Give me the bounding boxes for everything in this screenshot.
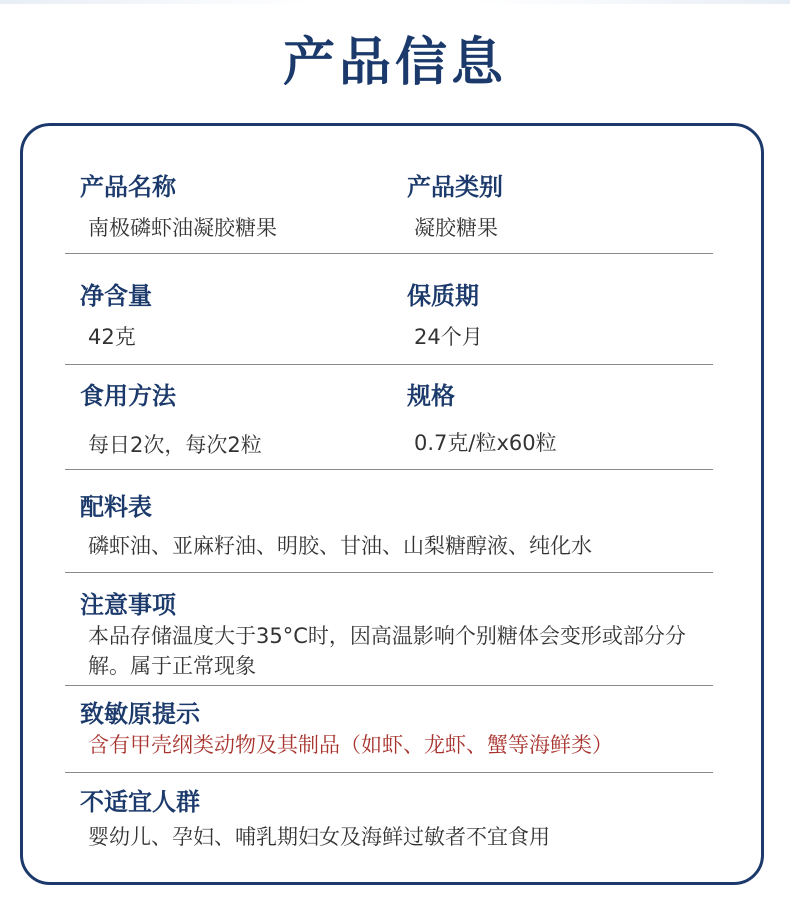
spec-value: 0.7克/粒x60粒	[414, 431, 557, 455]
allergen-label: 致敏原提示	[80, 700, 200, 728]
divider	[65, 685, 713, 686]
product-name-value: 南极磷虾油凝胶糖果	[88, 216, 277, 240]
product-type-label: 产品类别	[407, 173, 503, 201]
product-type-value: 凝胶糖果	[414, 216, 498, 240]
notes-label: 注意事项	[80, 591, 176, 619]
page-title: 产品信息	[282, 33, 507, 93]
usage-value: 每日2次，每次2粒	[88, 433, 262, 457]
top-decor-strip	[0, 0, 790, 4]
divider	[65, 772, 713, 773]
unsuitable-label: 不适宜人群	[80, 788, 200, 816]
ingredients-label: 配料表	[80, 493, 152, 521]
notes-value: 本品存储温度大于35°C时，因高温影响个别糖体会变形或部分分解。属于正常现象	[88, 624, 686, 678]
divider	[65, 253, 713, 254]
divider	[65, 469, 713, 470]
shelf-life-label: 保质期	[407, 282, 479, 310]
ingredients-value: 磷虾油、亚麻籽油、明胶、甘油、山梨糖醇液、纯化水	[88, 534, 592, 558]
divider	[65, 364, 713, 365]
spec-label: 规格	[407, 382, 455, 410]
net-content-label: 净含量	[80, 282, 152, 310]
shelf-life-value: 24个月	[414, 325, 483, 349]
divider	[65, 572, 713, 573]
allergen-value: 含有甲壳纲类动物及其制品（如虾、龙虾、蟹等海鲜类）	[88, 733, 613, 757]
unsuitable-value: 婴幼儿、孕妇、哺乳期妇女及海鲜过敏者不宜食用	[88, 825, 550, 849]
product-name-label: 产品名称	[80, 173, 176, 201]
net-content-value: 42克	[88, 325, 136, 349]
usage-label: 食用方法	[80, 382, 176, 410]
